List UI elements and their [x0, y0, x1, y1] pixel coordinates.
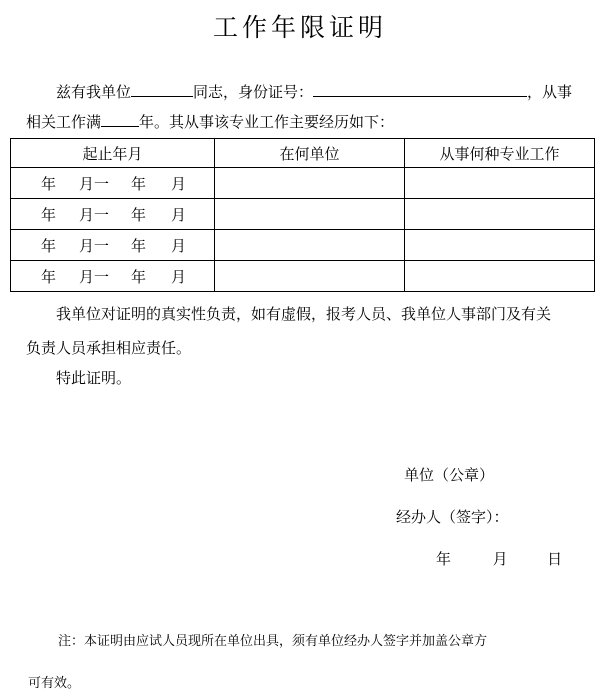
responsibility-line-1: 我单位对证明的真实性负责，如有虚假，报考人员、我单位人事部门及有关: [56, 305, 552, 323]
end-month-label: 月: [171, 236, 187, 255]
para1-mid2: ，从事: [527, 83, 573, 101]
end-year-label: 年: [131, 267, 147, 286]
start-year-label: 年: [41, 174, 57, 193]
work-cell[interactable]: [405, 168, 595, 199]
period-cell[interactable]: [11, 261, 215, 292]
start-month-label: 月一: [79, 205, 110, 224]
start-month-label: 月一: [79, 174, 110, 193]
para1-line2-suffix: 年。其从事该专业工作主要经历如下：: [139, 113, 395, 131]
closing-statement: 特此证明。: [56, 369, 132, 387]
start-month-label: 月一: [79, 267, 110, 286]
unit-cell[interactable]: [215, 199, 405, 230]
table-row: [11, 168, 595, 199]
date-month-label: 月: [492, 550, 508, 568]
para1-line2-prefix: 相关工作满: [26, 113, 102, 131]
table-row: [11, 230, 595, 261]
end-year-label: 年: [131, 236, 147, 255]
date-day-label: 日: [547, 550, 563, 568]
unit-cell[interactable]: [215, 168, 405, 199]
start-year-label: 年: [41, 205, 57, 224]
paragraph-line-1: [56, 82, 572, 102]
para1-mid1: 同志，身份证号：: [193, 83, 314, 101]
responsibility-line-2: 负责人员承担相应责任。: [26, 339, 192, 357]
period-cell[interactable]: [11, 230, 215, 261]
period-cell[interactable]: [11, 199, 215, 230]
table-row: [11, 199, 595, 230]
date-line: [436, 549, 562, 569]
document-title: 工作年限证明: [212, 13, 387, 42]
work-history-table: [10, 138, 595, 292]
handler-signature-label: 经办人（签字）：: [396, 508, 509, 526]
note-line-1: 注：本证明由应试人员现所在单位出具，须有单位经办人签字并加盖公章方: [58, 634, 488, 649]
end-month-label: 月: [171, 174, 187, 193]
unit-cell[interactable]: [215, 261, 405, 292]
header-period: 起止年月: [11, 139, 215, 168]
start-year-label: 年: [41, 236, 57, 255]
note-line-2: 可有效。: [28, 676, 81, 691]
end-month-label: 月: [171, 267, 187, 286]
period-cell[interactable]: [11, 168, 215, 199]
work-cell[interactable]: [405, 199, 595, 230]
table-row: [11, 261, 595, 292]
name-blank[interactable]: [131, 82, 193, 97]
years-blank[interactable]: [101, 112, 139, 127]
para1-prefix: 兹有我单位: [56, 83, 132, 101]
id-number-blank[interactable]: [313, 82, 527, 97]
end-year-label: 年: [131, 205, 147, 224]
paragraph-line-2: [26, 112, 394, 132]
header-unit: 在何单位: [215, 139, 405, 168]
start-year-label: 年: [41, 267, 57, 286]
table-header-row: [11, 139, 595, 168]
date-year-label: 年: [436, 550, 452, 568]
unit-seal-label: 单位（公章）: [404, 466, 495, 484]
header-work: 从事何种专业工作: [405, 139, 595, 168]
end-year-label: 年: [131, 174, 147, 193]
start-month-label: 月一: [79, 236, 110, 255]
unit-cell[interactable]: [215, 230, 405, 261]
work-cell[interactable]: [405, 230, 595, 261]
end-month-label: 月: [171, 205, 187, 224]
work-cell[interactable]: [405, 261, 595, 292]
